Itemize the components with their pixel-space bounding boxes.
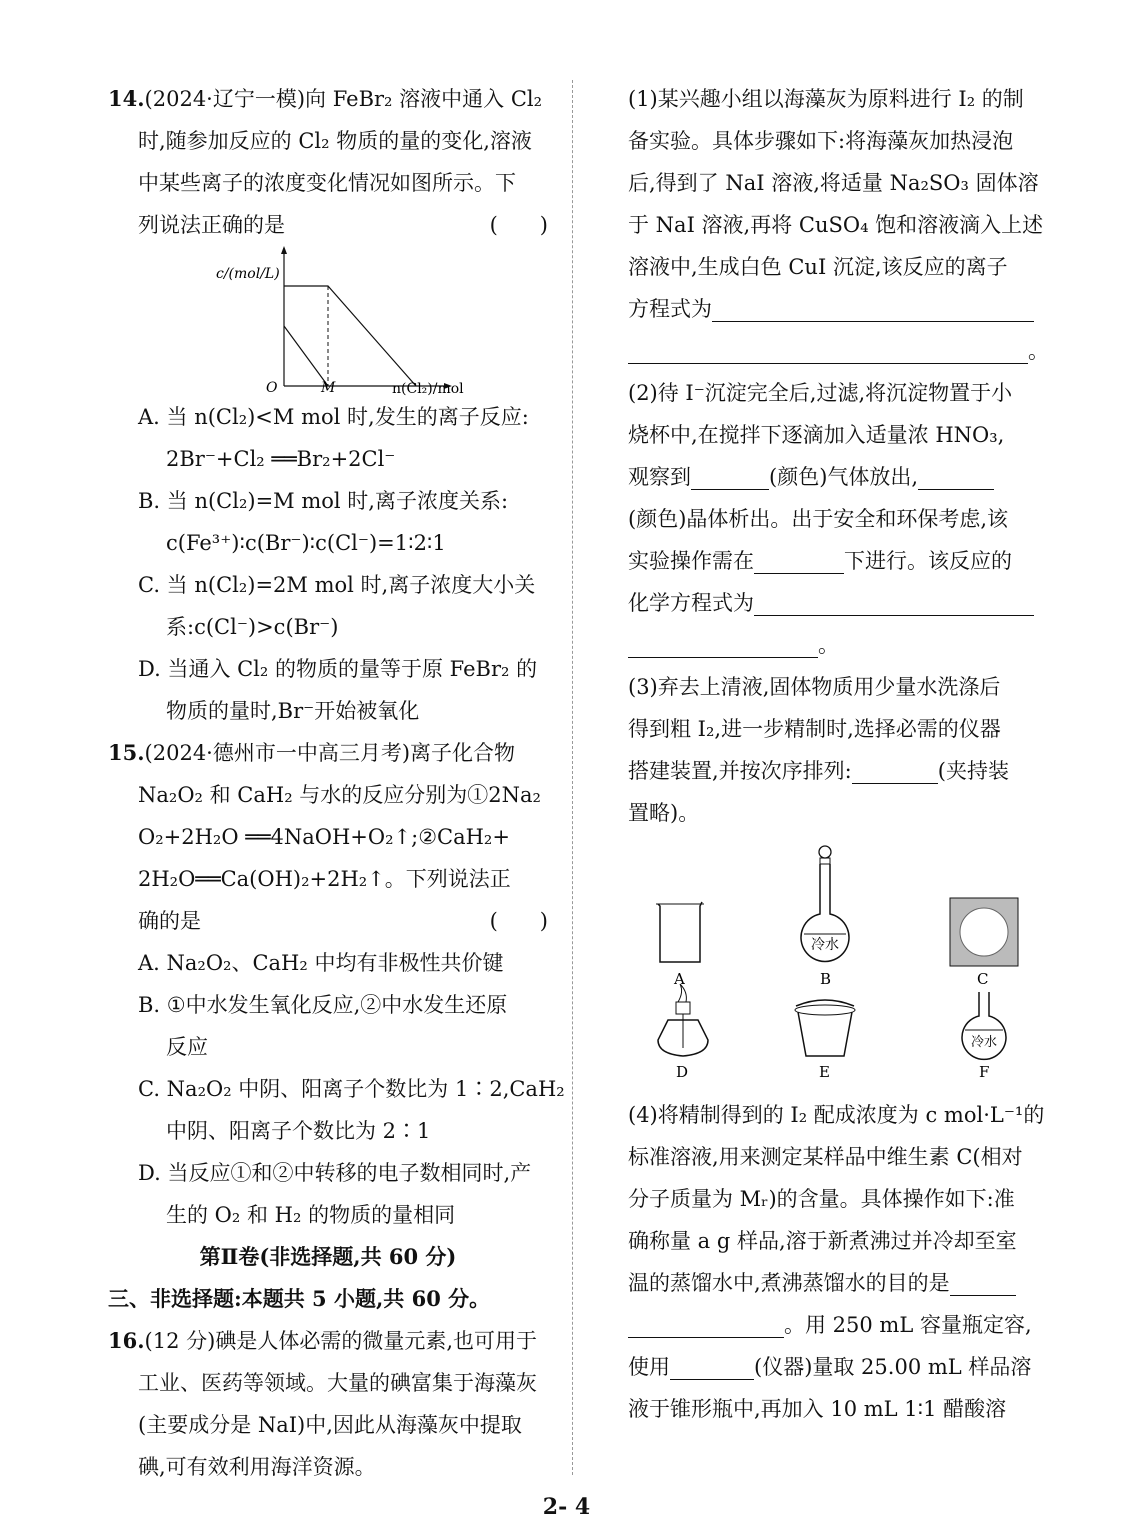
label-d: D (676, 1063, 689, 1081)
q14-text-2: 时,随参加反应的 Cl₂ 物质的量的变化,溶液 (138, 129, 532, 153)
p2-text-5a: 实验操作需在 (628, 549, 754, 573)
crucible-e (795, 1000, 855, 1056)
p4-line-3: 分子质量为 Mᵣ)的含量。具体操作如下:准 (628, 1187, 1015, 1211)
label-c: C (977, 970, 989, 988)
q15-answer-paren: ( ) (489, 909, 548, 933)
label-a: A (674, 970, 685, 988)
p2-text-6: 化学方程式为 (628, 591, 754, 615)
p4-line-6 (628, 1304, 1040, 1346)
period-1: 。 (1028, 339, 1049, 363)
flask-b-cold-water: 冷水 (811, 937, 839, 953)
p2-line-6 (628, 582, 1040, 624)
q15-option-c: C. Na₂O₂ 中阴、阳离子个数比为 1∶2,CaH₂ (138, 1077, 565, 1101)
flask-f-cold-water: 冷水 (971, 1035, 998, 1050)
p4-text-7a: 使用 (628, 1355, 670, 1379)
p4-text-7b: (仪器)量取 25.00 mL 样品溶 (754, 1355, 1032, 1379)
p2-line-3 (628, 456, 1040, 498)
p1-line-2: 备实验。具体步骤如下:将海藻灰加热浸泡 (628, 129, 1014, 153)
concentration-graph (108, 246, 548, 396)
label-e: E (819, 1063, 830, 1081)
graph-origin: O (266, 380, 278, 396)
q14-option-c: C. 当 n(Cl₂)=2M mol 时,离子浓度大小关 (138, 573, 536, 597)
answer-blank-2[interactable] (628, 337, 1028, 364)
p4-line-1: (4)将精制得到的 I₂ 配成浓度为 c mol·L⁻¹的 (628, 1103, 1045, 1127)
q14-text-1: (2024·辽宁一模)向 FeBr₂ 溶液中通入 Cl₂ (144, 87, 543, 111)
q14-option-a: A. 当 n(Cl₂)<M mol 时,发生的离子反应: (138, 405, 529, 429)
p2-line-4: (颜色)晶体析出。出于安全和环保考虑,该 (628, 507, 1009, 531)
p1-line-6 (628, 288, 1040, 330)
p3-line-2: 得到粗 I₂,进一步精制时,选择必需的仪器 (628, 717, 1001, 741)
period-2: 。 (818, 633, 839, 657)
graph-m-tick: M (321, 380, 336, 396)
q14-option-c-2: 系:c(Cl⁻)>c(Br⁻) (166, 615, 339, 639)
q16-number: 16. (108, 1328, 145, 1353)
y-axis-arrow (281, 246, 287, 254)
p2-line-2: 烧杯中,在搅拌下逐滴加入适量浓 HNO₃, (628, 423, 1005, 447)
q15-text-2: Na₂O₂ 和 CaH₂ 与水的反应分别为①2Na₂ (138, 783, 541, 807)
label-f: F (979, 1063, 990, 1081)
q14-option-b: B. 当 n(Cl₂)=M mol 时,离子浓度关系: (138, 489, 509, 513)
q15-option-b-2: 反应 (166, 1035, 208, 1059)
q14-text-4: 列说法正确的是 (138, 213, 285, 237)
column-divider (572, 80, 573, 1475)
q15-line-1 (108, 732, 548, 774)
section-heading: 三、非选择题:本题共 5 小题,共 60 分。 (108, 1286, 491, 1311)
p4-text-6: 。用 250 mL 容量瓶定容, (784, 1313, 1032, 1337)
gauze-c (950, 898, 1018, 966)
q16-text-1: (12 分)碘是人体必需的微量元素,也可用于 (144, 1329, 538, 1353)
answer-blank-4[interactable] (918, 463, 994, 490)
answer-blank-7[interactable] (628, 631, 818, 658)
q15-text-1: (2024·德州市一中高三月考)离子化合物 (144, 741, 516, 765)
q14-number: 14. (108, 86, 145, 111)
right-column (628, 78, 1049, 1430)
graph-xlabel: n(Cl₂)/mol (392, 381, 464, 396)
p4-line-7 (628, 1346, 1040, 1388)
q16-text-2: 工业、医药等领域。大量的碘富集于海藻灰 (138, 1371, 537, 1395)
p4-line-8: 液于锥形瓶中,再加入 10 mL 1∶1 醋酸溶 (628, 1397, 1007, 1421)
answer-blank-5[interactable] (754, 547, 844, 574)
p1-line-4: 于 NaI 溶液,再将 CuSO₄ 饱和溶液滴入上述 (628, 213, 1044, 237)
graph-ylabel: c/(mol/L) (216, 266, 280, 282)
q14-text-3: 中某些离子的浓度变化情况如图所示。下 (138, 171, 516, 195)
q16-line-1 (108, 1320, 548, 1362)
answer-blank-10[interactable] (628, 1311, 784, 1338)
q16-text-3: (主要成分是 NaI)中,因此从海藻灰中提取 (138, 1413, 522, 1437)
q14-option-a-2: 2Br⁻+Cl₂ ══Br₂+2Cl⁻ (166, 447, 396, 471)
q15-option-b: B. ①中水发生氧化反应,②中水发生还原 (138, 993, 508, 1017)
answer-blank-11[interactable] (670, 1353, 754, 1380)
p4-line-4: 确称量 a g 样品,溶于新煮沸过并冷却至室 (628, 1229, 1017, 1253)
q15-text-5-wrap (108, 900, 548, 942)
q14-option-b-2: c(Fe³⁺)∶c(Br⁻)∶c(Cl⁻)=1∶2∶1 (166, 531, 446, 555)
p2-text-3b: (颜色)气体放出, (769, 465, 919, 489)
page-number: 2- 4 (542, 1494, 591, 1520)
p2-text-3a: 观察到 (628, 465, 691, 489)
p1-line-5: 溶液中,生成白色 CuI 沉淀,该反应的离子 (628, 255, 1008, 279)
q14-option-d-2: 物质的量时,Br⁻开始被氧化 (166, 699, 420, 723)
answer-blank-8[interactable] (852, 757, 938, 784)
p1-line-7 (628, 330, 1049, 372)
answer-blank-6[interactable] (754, 589, 1034, 616)
section-title: 第Ⅱ卷(非选择题,共 60 分) (199, 1244, 457, 1269)
q15-text-4: 2H₂O══Ca(OH)₂+2H₂↑。下列说法正 (138, 867, 511, 891)
answer-blank-1[interactable] (712, 295, 1034, 322)
p2-line-1: (2)待 I⁻沉淀完全后,过滤,将沉淀物置于小 (628, 381, 1013, 405)
p2-line-5 (628, 540, 1040, 582)
q15-option-a: A. Na₂O₂、CaH₂ 中均有非极性共价键 (138, 951, 504, 975)
beaker-a (656, 902, 704, 962)
p3-text-3b: (夹持装 (937, 759, 1009, 783)
alcohol-lamp-d (658, 984, 708, 1056)
p4-text-5: 温的蒸馏水中,煮沸蒸馏水的目的是 (628, 1271, 950, 1295)
answer-blank-3[interactable] (691, 463, 769, 490)
p2-text-5b: 下进行。该反应的 (844, 549, 1012, 573)
q16-text-4: 碘,可有效利用海洋资源。 (138, 1455, 376, 1479)
q15-text-3: O₂+2H₂O ══4NaOH+O₂↑;②CaH₂+ (138, 825, 510, 849)
p3-line-1: (3)弃去上清液,固体物质用少量水洗涤后 (628, 675, 1001, 699)
p1-line-1: (1)某兴趣小组以海藻灰为原料进行 I₂ 的制 (628, 87, 1024, 111)
br-ion-curve (284, 286, 416, 386)
q15-number: 15. (108, 740, 145, 765)
p1-text-6: 方程式为 (628, 297, 712, 321)
p4-line-5 (628, 1262, 1040, 1304)
fe2-ion-curve (284, 326, 328, 386)
q14-text-4-wrap (108, 204, 548, 246)
p3-line-3 (628, 750, 1040, 792)
p4-line-2: 标准溶液,用来测定某样品中维生素 C(相对 (628, 1145, 1023, 1169)
q14-graph (108, 246, 548, 396)
label-b: B (820, 970, 832, 988)
q15-option-d-2: 生的 O₂ 和 H₂ 的物质的量相同 (166, 1203, 456, 1227)
p3-line-4: 置略)。 (628, 801, 700, 825)
q15-option-d: D. 当反应①和②中转移的电子数相同时,产 (138, 1161, 532, 1185)
apparatus-figure (628, 834, 1040, 1094)
p1-line-3: 后,得到了 NaI 溶液,将适量 Na₂SO₃ 固体溶 (628, 171, 1039, 195)
q14-answer-paren: ( ) (489, 213, 548, 237)
q14-option-d: D. 当通入 Cl₂ 的物质的量等于原 FeBr₂ 的 (138, 657, 538, 681)
q15-text-5: 确的是 (138, 909, 201, 933)
q15-option-c-2: 中阴、阳离子个数比为 2∶1 (166, 1119, 431, 1143)
p2-line-7 (628, 624, 1040, 666)
left-column (108, 78, 565, 1488)
answer-blank-9[interactable] (950, 1269, 1016, 1296)
apparatus-svg (628, 834, 1040, 1094)
q14-line-1 (108, 78, 548, 120)
p3-text-3a: 搭建装置,并按次序排列: (628, 759, 852, 783)
